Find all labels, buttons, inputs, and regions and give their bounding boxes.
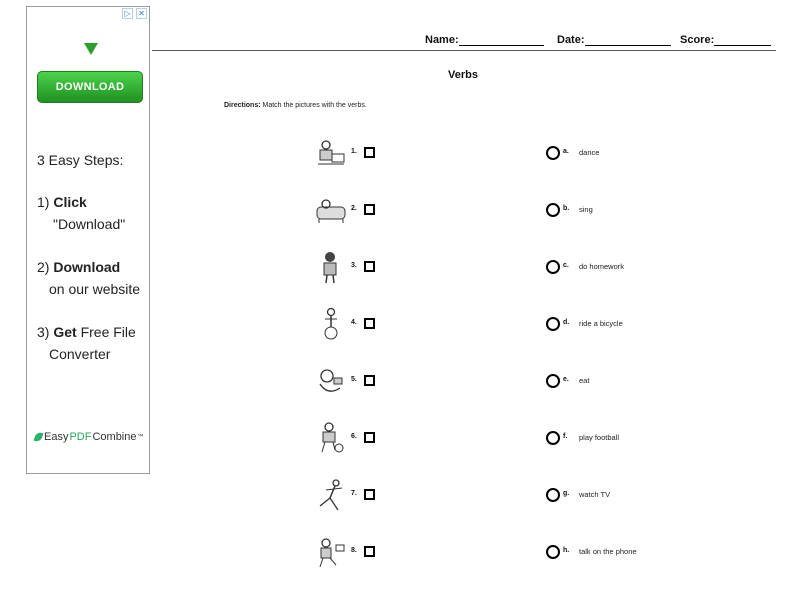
match-row: [0, 535, 800, 575]
verb-option: ride a bicycle: [579, 319, 623, 328]
answer-box[interactable]: [364, 261, 375, 272]
header-divider: [152, 50, 776, 51]
worksheet-title: Verbs: [448, 69, 478, 81]
score-field: [680, 34, 771, 46]
match-row: [0, 307, 800, 347]
answer-box[interactable]: [364, 318, 375, 329]
verb-option: talk on the phone: [579, 547, 637, 556]
match-row: [0, 478, 800, 518]
close-icon[interactable]: ✕: [136, 8, 147, 19]
option-letter: b.: [563, 205, 570, 212]
step-text: on our website: [49, 281, 141, 297]
name-label: Name:: [425, 34, 459, 46]
step-text: "Download": [53, 216, 126, 232]
match-row: [0, 364, 800, 404]
directions: [224, 102, 367, 109]
illustration-icon: [314, 250, 348, 284]
score-label: Score:: [680, 34, 715, 46]
down-arrow-icon: [84, 43, 98, 55]
date-blank: [585, 34, 671, 46]
answer-box[interactable]: [364, 546, 375, 557]
step-action: Click: [53, 194, 87, 210]
match-circle[interactable]: [546, 146, 560, 160]
match-row: [0, 421, 800, 461]
verb-option: do homework: [579, 262, 625, 271]
step-number: 1): [37, 194, 50, 210]
answer-box[interactable]: [364, 147, 375, 158]
step-action: Download: [53, 259, 121, 275]
name-blank: [459, 34, 544, 46]
verb-option: play football: [579, 433, 620, 442]
download-button[interactable]: DOWNLOAD: [37, 71, 143, 103]
trademark: ™: [137, 434, 144, 440]
option-letter: h.: [563, 547, 570, 554]
item-number: 6.: [351, 433, 357, 440]
match-row: [0, 250, 800, 290]
item-number: 4.: [351, 319, 357, 326]
match-circle[interactable]: [546, 374, 560, 388]
match-circle[interactable]: [546, 203, 560, 217]
match-row: [0, 193, 800, 233]
answer-box[interactable]: [364, 375, 375, 386]
match-circle[interactable]: [546, 431, 560, 445]
item-number: 7.: [351, 490, 357, 497]
illustration-icon: [314, 136, 348, 170]
item-number: 5.: [351, 376, 357, 383]
step-action: Get: [53, 324, 77, 340]
option-letter: a.: [563, 148, 569, 155]
illustration-icon: [314, 364, 348, 398]
answer-box[interactable]: [364, 489, 375, 500]
item-number: 2.: [351, 205, 357, 212]
logo-part: Easy: [44, 431, 69, 443]
answer-box[interactable]: [364, 432, 375, 443]
verb-option: watch TV: [579, 490, 611, 499]
logo-part: Combine: [92, 431, 137, 443]
step-number: 3): [37, 324, 50, 340]
match-circle[interactable]: [546, 488, 560, 502]
illustration-icon: [314, 478, 348, 512]
verb-option: dance: [579, 148, 600, 157]
date-field: [557, 34, 671, 46]
adchoices-icon[interactable]: ▷: [122, 8, 133, 19]
ad-controls: [122, 8, 147, 19]
date-label: Date:: [557, 34, 585, 46]
match-circle[interactable]: [546, 260, 560, 274]
illustration-icon: [314, 421, 348, 455]
illustration-icon: [314, 193, 348, 227]
item-number: 3.: [351, 262, 357, 269]
directions-label: Directions:: [224, 102, 261, 109]
step-inline: Free File: [76, 324, 136, 340]
match-circle[interactable]: [546, 317, 560, 331]
verb-option: eat: [579, 376, 590, 385]
item-number: 1.: [351, 148, 357, 155]
step-text: Converter: [49, 346, 111, 362]
option-letter: g.: [563, 490, 570, 497]
option-letter: d.: [563, 319, 570, 326]
option-letter: c.: [563, 262, 569, 269]
illustration-icon: [314, 307, 348, 341]
option-letter: f.: [563, 433, 568, 440]
logo-part: PDF: [69, 431, 92, 443]
step-number: 2): [37, 259, 50, 275]
name-field: [425, 34, 544, 46]
illustration-icon: [314, 535, 348, 569]
option-letter: e.: [563, 376, 569, 383]
verb-option: sing: [579, 205, 593, 214]
directions-text: Match the pictures with the verbs.: [260, 102, 367, 109]
score-blank: [714, 34, 771, 46]
match-row: [0, 136, 800, 176]
steps-heading: 3 Easy Steps:: [37, 152, 124, 168]
match-circle[interactable]: [546, 545, 560, 559]
answer-box[interactable]: [364, 204, 375, 215]
item-number: 8.: [351, 547, 357, 554]
